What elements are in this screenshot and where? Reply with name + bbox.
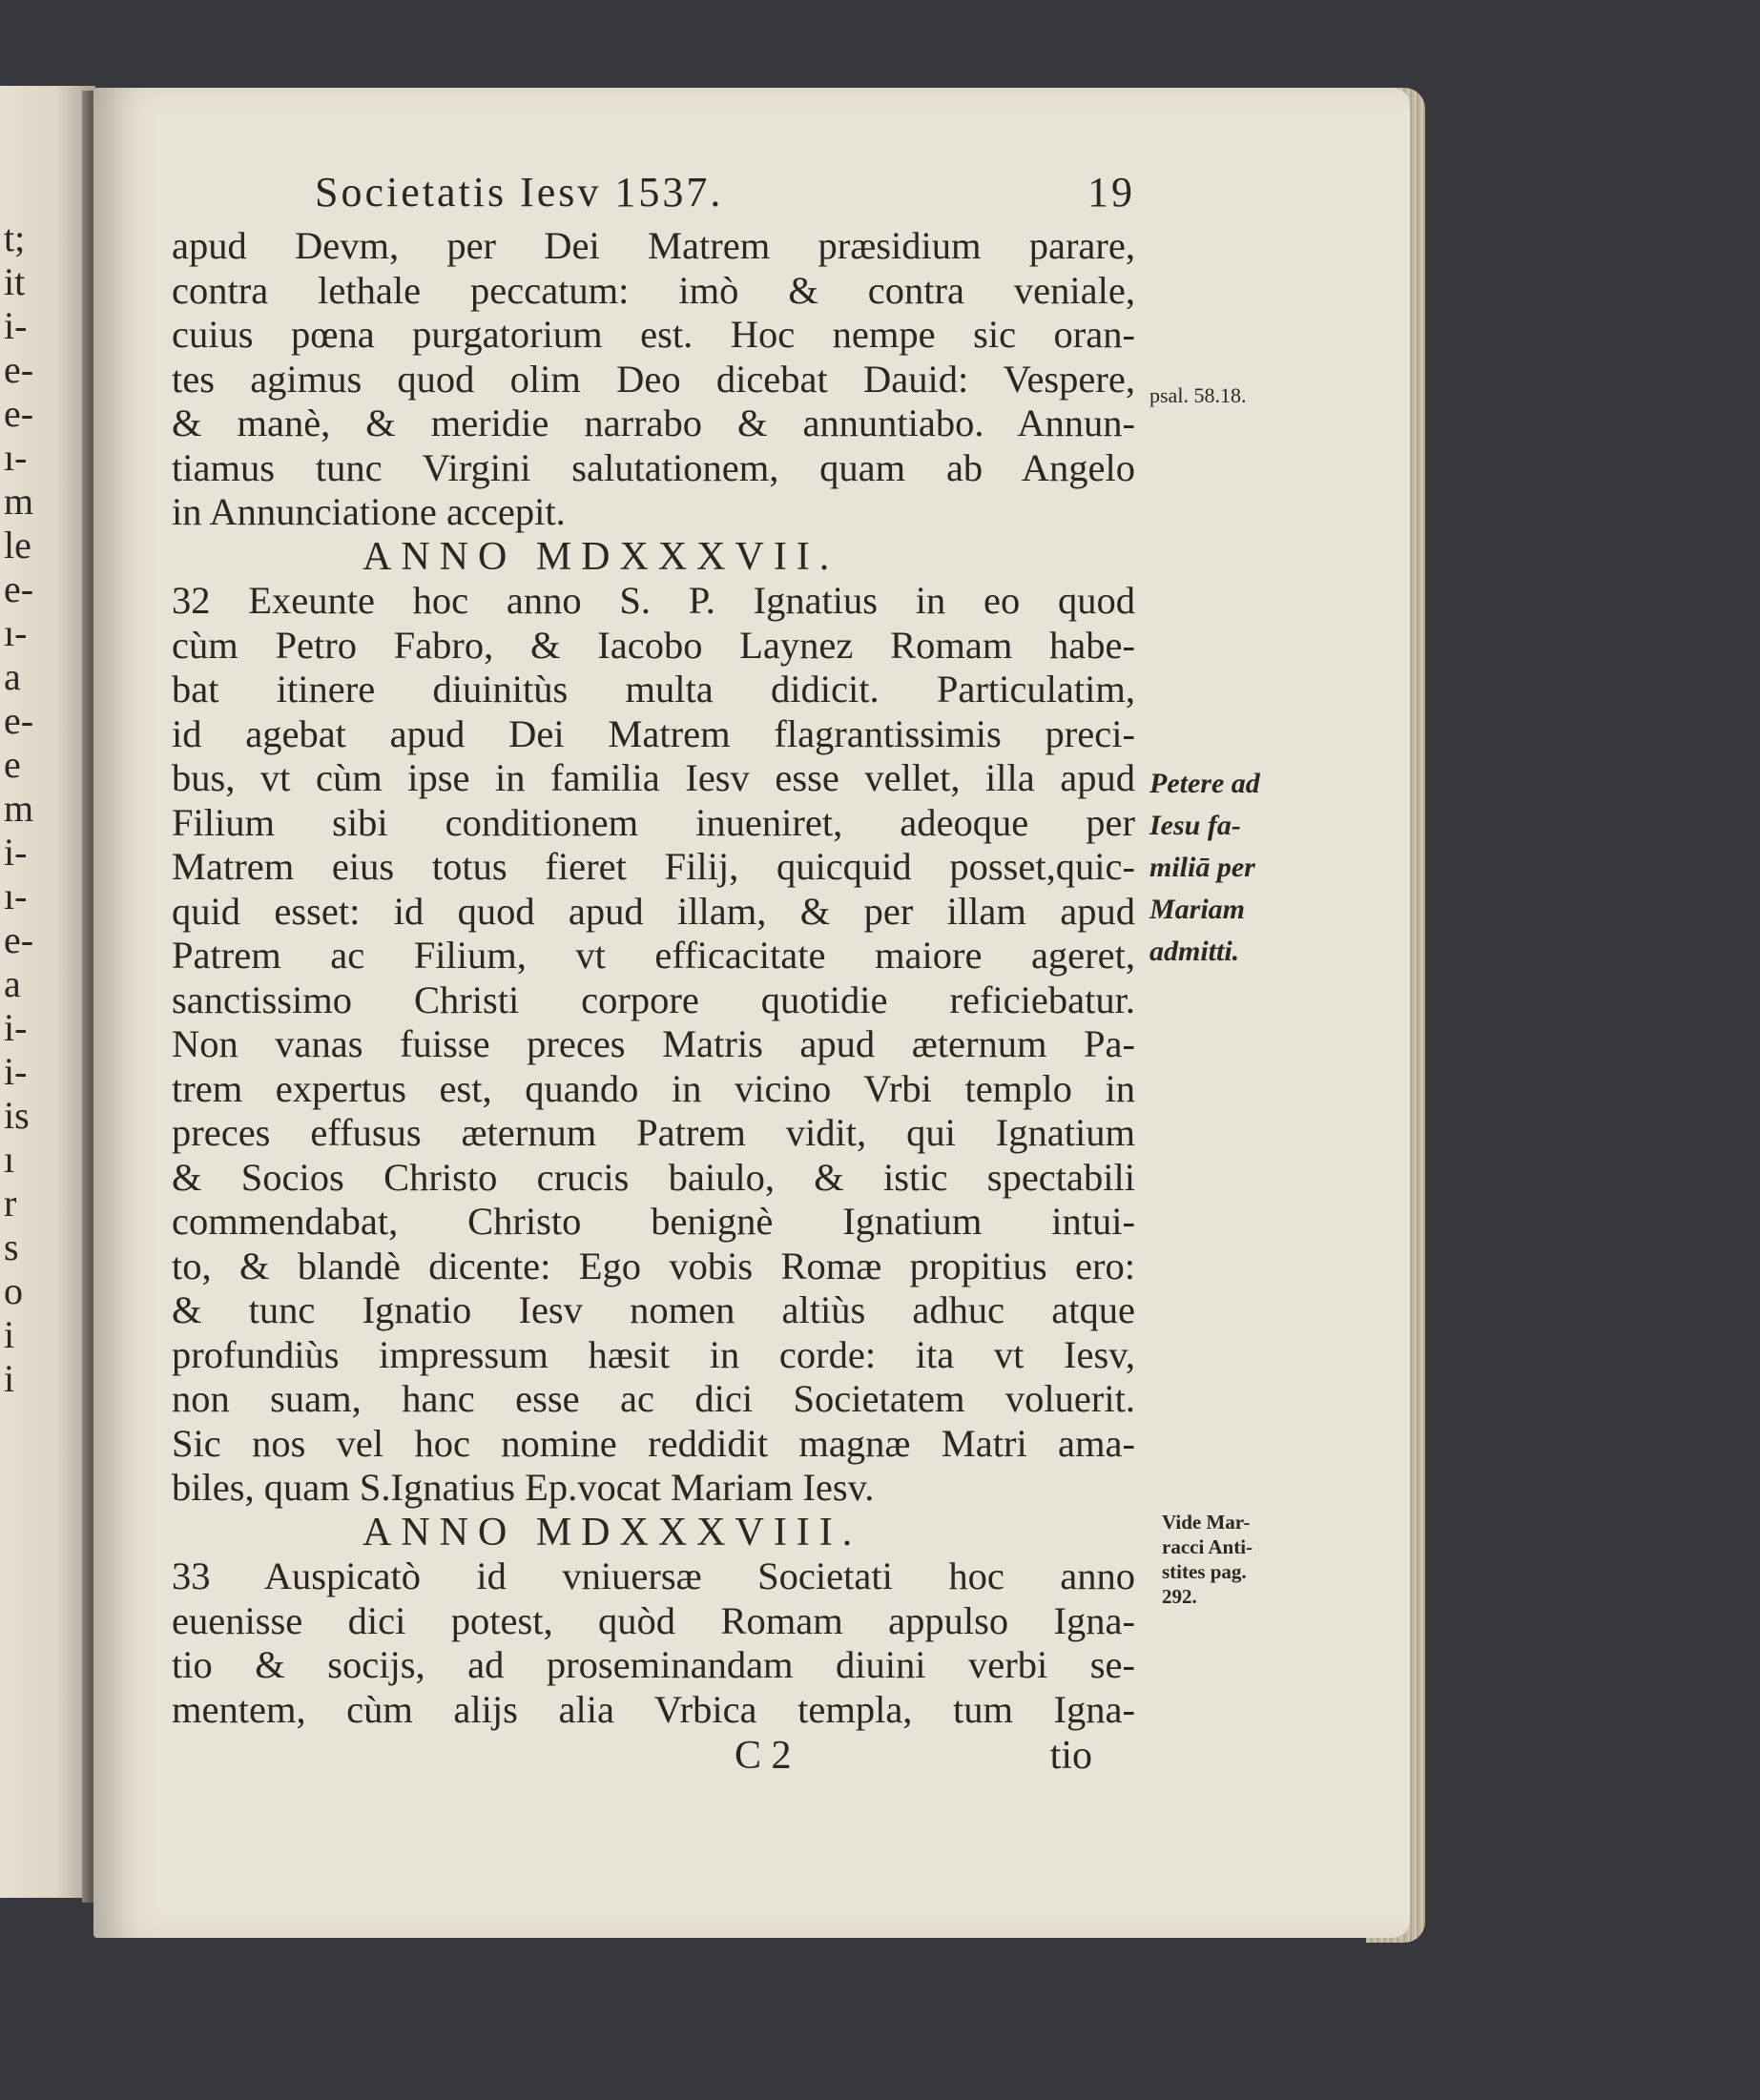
margin-note-line: Petere ad [1149,768,1260,799]
left-page-fragment: i- [4,304,28,347]
text-line: cuius pœna purgatorium est. Hoc nempe sic oran- [172,313,1135,356]
left-page-fragment: m [4,480,34,523]
margin-side-note [1149,763,1260,973]
text-line: Non vanas fuisse preces Matris apud æternum Pa- [172,1022,1135,1065]
margin-note-line: 292. [1162,1585,1197,1608]
left-page-fragment: it [4,260,26,303]
text-line: tio & socijs, ad proseminandam diuini verbi se- [172,1643,1135,1686]
left-page-fragment: s [4,1225,19,1268]
left-page-fragment: e- [4,699,34,742]
left-page-fragment: i- [4,831,28,874]
left-page-fragment: is [4,1094,30,1137]
text-line: profundiùs impressum hæsit in corde: ita vt Iesv, [172,1332,1135,1376]
text-line: Filium sibi conditionem inueniret, adeoque per [172,800,1135,844]
text-line: apud Devm, per Dei Matrem præsidium parare, [172,224,1135,267]
text-line: trem expertus est, quando in vicino Vrbi templo in [172,1066,1135,1110]
text-block [172,168,1135,1780]
page-number: 19 [1087,169,1135,216]
left-page-fragment: ı- [4,436,28,479]
text-line: Matrem eius totus fieret Filij, quicquid posset,quic- [172,845,1135,888]
signature-line [172,1732,1135,1780]
running-head-title: Societatis Iesv 1537. [315,169,724,216]
left-page-fragment: e- [4,348,34,391]
text-line: euenisse dici potest, quòd Romam appulso Igna- [172,1598,1135,1642]
running-head [172,168,1135,216]
left-page-fragment: i- [4,1006,28,1049]
left-page-fragment: ı- [4,611,28,654]
paragraph-anno-1536 [172,224,1135,535]
margin-note-line: Vide Mar- [1162,1511,1251,1534]
text-line: tiamus tunc Virgini salutationem, quam ab Angelo [172,445,1135,489]
text-line: 33 Auspicatò id vniuersæ Societati hoc anno [172,1554,1135,1597]
margin-note-line: stites pag. [1162,1560,1247,1583]
left-page-fragment: r [4,1182,17,1225]
text-line: & Socios Christo crucis baiulo, & istic spectabili [172,1155,1135,1199]
left-page-fragment: o [4,1269,23,1312]
left-page-fragment: ı [4,1138,15,1181]
left-page [0,86,95,1898]
margin-reference-psalm: psal. 58.18. [1149,383,1247,407]
text-line: sanctissimo Christi corpore quotidie reficiebatur. [172,978,1135,1021]
margin-note-line: Mariam [1149,894,1246,925]
margin-note-line: Iesu fa- [1149,810,1241,841]
margin-note-line: racci Anti- [1162,1535,1253,1558]
left-page-fragment: a [4,962,21,1005]
margin-note-line: miliā per [1149,852,1255,883]
left-page-fragment: m [4,787,34,830]
left-page-fragment: e [4,743,21,786]
left-page-fragment: i [4,1313,15,1356]
text-line: cùm Petro Fabro, & Iacobo Laynez Romam habe- [172,623,1135,667]
text-line: id agebat apud Dei Matrem flagrantissimis preci- [172,711,1135,755]
text-line: preces effusus æternum Patrem vidit, qui Ignatium [172,1111,1135,1154]
year-heading-1538: ANNO MDXXXVIII. [362,1510,862,1554]
text-line: bat itinere diuinitùs multa didicit. Particulatim, [172,668,1135,710]
text-line: tes agimus quod olim Deo dicebat Dauid: Vespere, [172,357,1135,401]
left-page-fragment: e- [4,392,34,435]
left-page-fragment: e- [4,567,34,610]
left-page-fragment: ı- [4,875,28,917]
text-line: & manè, & meridie narrabo & annuntiabo. Annun- [172,401,1135,444]
left-page-fragment: le [4,524,31,566]
paragraph-33 [172,1554,1135,1732]
margin-note-line: admitti. [1149,936,1240,967]
text-line: quid esset: id quod apud illam, & per illam apud [172,889,1135,933]
catchword: tio [1049,1734,1092,1778]
year-heading-1537: ANNO MDXXXVII. [362,534,839,579]
margin-vide-note [1162,1510,1253,1609]
signature-mark: C 2 [735,1734,792,1778]
text-line: biles, quam S.Ignatius Ep.vocat Mariam Iesv. [172,1466,875,1509]
left-page-fragment: e- [4,918,34,961]
text-line: bus, vt cùm ipse in familia Iesv esse vellet, illa apud [172,756,1135,799]
left-page-fragment: i- [4,1050,28,1093]
left-page-fragment: i [4,1357,15,1400]
text-line: Patrem ac Filium, vt efficacitate maiore ageret, [172,934,1135,977]
left-page-fragment: a [4,655,21,698]
text-line: mentem, cùm alijs alia Vrbica templa, tum Igna- [172,1687,1135,1731]
text-line: commendabat, Christo benignè Ignatium intui- [172,1200,1135,1243]
text-line: contra lethale peccatum: imò & contra veniale, [172,268,1135,312]
left-page-fragment: t; [4,216,26,259]
text-line: 32 Exeunte hoc anno S. P. Ignatius in eo quod [172,579,1135,622]
text-line: Sic nos vel hoc nomine reddidit magnæ Matri ama- [172,1421,1135,1465]
text-line: to, & blandè dicente: Ego vobis Romæ propitius ero: [172,1244,1135,1287]
paragraph-32 [172,579,1135,1511]
text-line: in Annunciatione accepit. [172,490,566,533]
text-line: non suam, hanc esse ac dici Societatem voluerit. [172,1377,1135,1420]
text-line: & tunc Ignatio Iesv nomen altiùs adhuc atque [172,1288,1135,1331]
